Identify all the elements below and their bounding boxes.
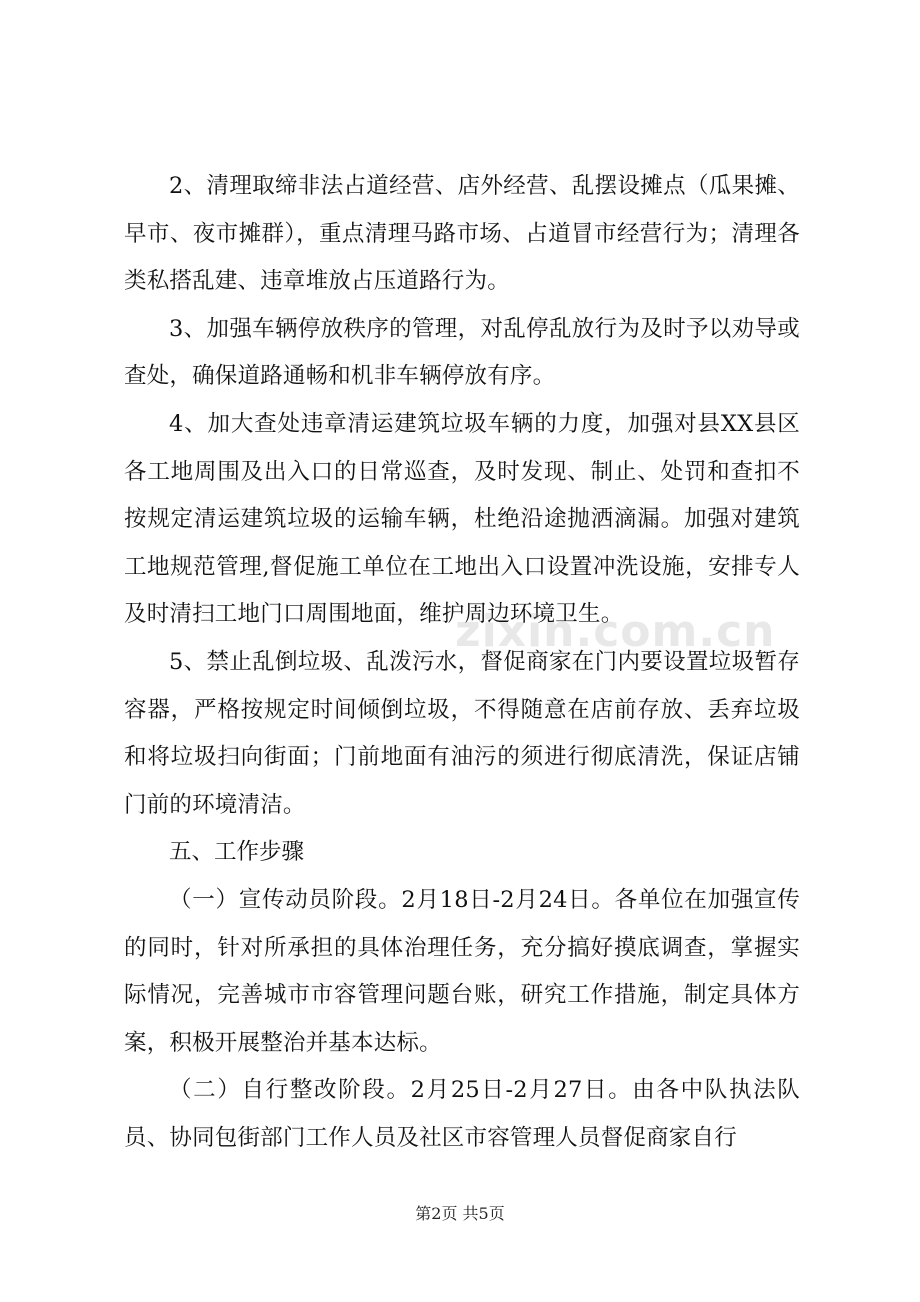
paragraph-item-4: 4、加大查处违章清运建筑垃圾车辆的力度，加强对县XX县区各工地周围及出入口的日常巡查，及时发现、制止、处罚和查扣不按规定清运建筑垃圾的运输车辆，杜绝沿途抛洒滴漏。加强对建筑工地规范管理,督促施工单位在工地出入口设置冲洗设施，安排专人及时清扫工地门口周围地面，维护周边环境卫生。: [124, 410, 800, 628]
document-body: [124, 163, 800, 1162]
paragraph-item-5: 5、禁止乱倒垃圾、乱泼污水，督促商家在门内要设置垃圾暂存容器，严格按规定时间倾倒垃圾，不得随意在店前存放、丢弃垃圾和将垃圾扫向街面；门前地面有油污的须进行彻底清洗，保证店铺门前的环境清洁。: [124, 648, 800, 818]
section-heading: 五、工作步骤: [169, 839, 305, 866]
step-self-rectification: （二）自行整改阶段。2月25日-2月27日。由各中队执法队员、协同包街部门工作人员及社区市容管理人员督促商家自行: [124, 1077, 800, 1151]
step-publicity: （一）宣传动员阶段。2月18日-2月24日。各单位在加强宣传的同时，针对所承担的具体治理任务，充分搞好摸底调查，掌握实际情况，完善城市市容管理问题台账，研究工作措施，制定具体方案，积极开展整治并基本达标。: [124, 886, 800, 1056]
watermark: zixin.com.cn: [455, 606, 776, 657]
page-footer: 第2页 共5页: [415, 1204, 505, 1223]
paragraph-item-2: 2、清理取缔非法占道经营、店外经营、乱摆设摊点（瓜果摊、早市、夜市摊群），重点清理马路市场、占道冒市经营行为；清理各类私搭乱建、违章堆放占压道路行为。: [124, 173, 800, 295]
paragraph-item-3: 3、加强车辆停放秩序的管理，对乱停乱放行为及时予以劝导或查处，确保道路通畅和机非车辆停放有序。: [124, 315, 800, 390]
